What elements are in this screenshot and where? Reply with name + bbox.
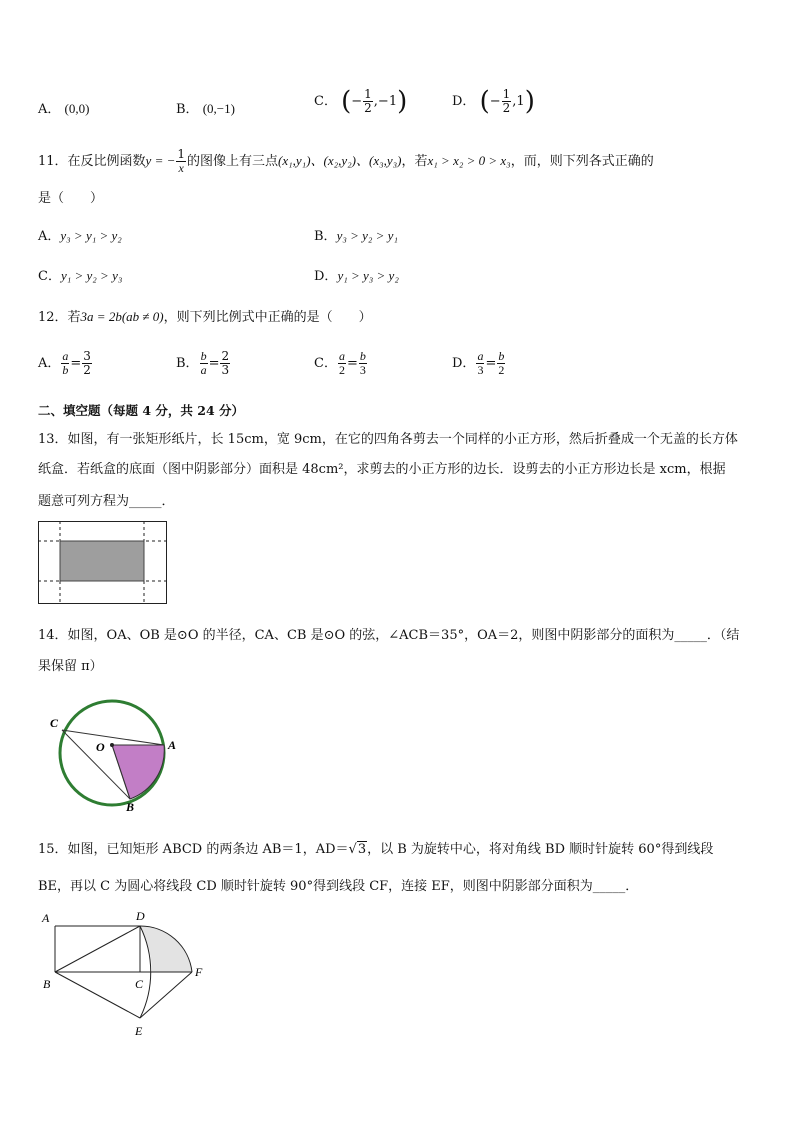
neg-sign: − — [489, 94, 501, 109]
q11-option-c — [38, 265, 122, 284]
center-dot — [110, 743, 114, 747]
option-label: C． — [314, 94, 337, 109]
frac-den: 3 — [359, 363, 366, 377]
label-f: F — [195, 965, 203, 979]
option-label: D． — [452, 356, 476, 371]
q11-stem-line2: 是（ ） — [38, 191, 104, 206]
q11-option-d — [314, 265, 399, 284]
frac-den: b — [62, 363, 69, 377]
frac-num: a — [477, 349, 484, 363]
q12-math: 3a = 2b(ab ≠ 0) — [80, 309, 164, 324]
q10-option-d: D． (− $\frac{1}{2}$ ,1) — [452, 86, 535, 117]
frac-num: 1 — [502, 87, 511, 101]
diagonal-bd — [55, 926, 140, 972]
q11-text: 11．在反比例函数 — [38, 154, 146, 169]
option-text: (0,0) — [64, 101, 90, 116]
frac-num: 1 — [177, 147, 186, 161]
q11-text: ，而，则下列各式正确的 — [510, 154, 654, 169]
q11-text: ，若 — [401, 154, 428, 169]
q12-option-c: C． $\frac{a}{2}$ = $\frac{b}{3}$ — [314, 349, 366, 377]
option-label: D． — [452, 94, 476, 109]
frac-den: 2 — [498, 363, 505, 377]
q11-option-b — [314, 225, 398, 244]
label-e: E — [135, 1024, 143, 1038]
frac-den: 2 — [364, 101, 372, 115]
q15-text: ，以 B 为旋转中心，将对角线 BD 顺时针旋转 60°得到线段 — [367, 842, 714, 857]
frac-num: b — [200, 349, 207, 363]
segment-be — [55, 972, 140, 1018]
q14-line1: 14．如图，OA、OB 是⊙O 的半径，CA、CB 是⊙O 的弦，∠ACB＝35°，OA＝2，则图中阴影部分的面积为_____．（结 — [38, 628, 740, 643]
frac-den: 2 — [338, 363, 345, 377]
q11-func: y = − — [145, 153, 176, 168]
label-a: A — [168, 738, 177, 752]
q12-stem — [38, 306, 372, 325]
option-label: B． — [176, 102, 199, 117]
q10-option-c: C． (− $\frac{1}{2}$ ,−1) — [314, 86, 408, 117]
q11-condition: x₁ > x₂ > 0 > x₃ — [427, 153, 511, 168]
q15-line2: BE，再以 C 为圆心将线段 CD 顺时针旋转 90°得到线段 CF，连接 EF，则图中阴影部分面积为_____． — [38, 879, 639, 894]
frac-num: b — [359, 349, 366, 363]
label-a: A — [42, 911, 50, 925]
q13-line3: 题意可列方程为_____． — [38, 494, 175, 509]
option-text: y₁ > y₂ > y₃ — [60, 268, 123, 283]
frac-num: 3 — [83, 349, 91, 363]
frac-den: x — [178, 161, 184, 175]
frac-num: a — [62, 349, 69, 363]
label-d: D — [136, 909, 145, 923]
box-base-shaded — [60, 541, 144, 581]
frac-num: 1 — [364, 87, 372, 101]
option-text: y₃ > y₁ > y₂ — [60, 228, 122, 243]
frac-den: 2 — [502, 101, 511, 115]
option-label: A． — [38, 102, 61, 117]
option-tail: ,−1 — [373, 94, 398, 109]
shaded-sector — [112, 745, 164, 799]
option-label: C． — [38, 269, 61, 284]
frac-num: b — [498, 349, 505, 363]
q12-text: ，则下列比例式中正确的是（ ） — [163, 310, 372, 325]
q11-option-a — [38, 225, 122, 244]
q12-text: 12．若 — [38, 310, 81, 325]
label-c: C — [50, 716, 59, 730]
q14-figure — [46, 705, 186, 814]
label-c: C — [135, 977, 144, 991]
option-text: y₃ > y₂ > y₁ — [336, 228, 398, 243]
q12-option-b: B． $\frac{b}{a}$ = $\frac{2}{3}$ — [176, 349, 230, 377]
option-label: B． — [176, 356, 199, 371]
q11-points: (x₁,y₁)、(x₂,y₂)、(x₃,y₃) — [278, 153, 402, 168]
option-tail: ,1 — [512, 94, 525, 109]
frac-den: a — [200, 363, 207, 377]
label-o: O — [96, 740, 105, 754]
frac-den: 3 — [221, 363, 230, 377]
q15-figure — [40, 908, 215, 1043]
q12-option-d: D． $\frac{a}{3}$ = $\frac{b}{2}$ — [452, 349, 505, 377]
neg-sign: − — [351, 94, 363, 109]
q10-option-a — [38, 98, 89, 117]
q15-line1: 15．如图，已知矩形 ABCD 的两条边 AB＝1，AD＝√3，以 B 为旋转中心，将对角线 BD 顺时针旋转 60°得到线段 — [38, 842, 714, 857]
frac-den: 3 — [477, 363, 484, 377]
section-heading: 二、填空题（每题 4 分，共 24 分） — [38, 403, 245, 418]
frac-num: a — [338, 349, 345, 363]
q13-line2: 纸盒．若纸盒的底面（图中阴影部分）面积是 48cm²，求剪去的小正方形的边长．设剪去的小正方形边长是 xcm，根据 — [38, 462, 726, 477]
label-b: B — [126, 800, 135, 814]
q14-line2: 果保留 π） — [38, 659, 103, 674]
q11-stem-line1 — [38, 148, 654, 175]
option-label: D． — [314, 269, 338, 284]
label-b: B — [43, 977, 51, 991]
q15-text: 15．如图，已知矩形 ABCD 的两条边 AB＝1，AD＝ — [38, 842, 349, 857]
frac-den: 2 — [83, 363, 91, 377]
sqrt-radicand: 3 — [357, 842, 367, 857]
q11-text: 的图像上有三点 — [187, 154, 279, 169]
q13-line1: 13．如图，有一张矩形纸片，长 15cm，宽 9cm，在它的四角各剪去一个同样的小正方形，然后折叠成一个无盖的长方体 — [38, 432, 738, 447]
chord-ca — [62, 730, 164, 745]
option-label: A． — [38, 356, 61, 371]
q10-option-b — [176, 98, 235, 117]
option-text: y₁ > y₃ > y₂ — [337, 268, 399, 283]
option-text: (0,−1) — [202, 101, 235, 116]
option-label: B． — [314, 229, 337, 244]
frac-num: 2 — [221, 349, 230, 363]
q12-option-a: A． $\frac{a}{b}$ = $\frac{3}{2}$ — [38, 349, 91, 377]
q13-figure — [38, 521, 168, 605]
option-label: A． — [38, 229, 61, 244]
option-label: C． — [314, 356, 337, 371]
